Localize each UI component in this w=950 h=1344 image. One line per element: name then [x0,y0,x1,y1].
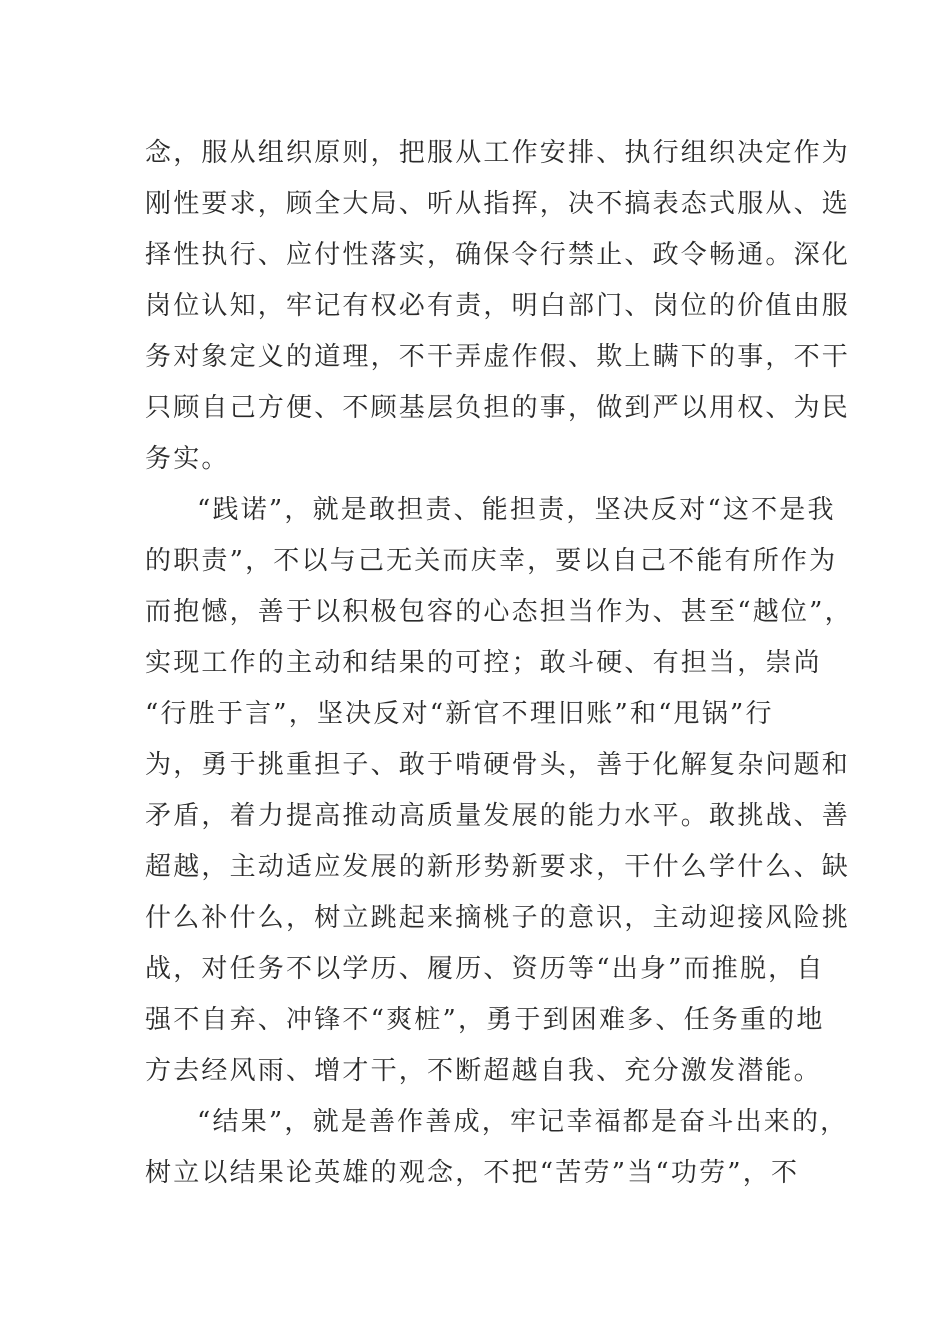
paragraph-2-line-6: 为，勇于挑重担子、敢于啃硬骨头，善于化解复杂问题和 [145,750,851,780]
paragraph-1-line-2: 刚性要求，顾全大局、听从指挥，决不搞表态式服从、选 [145,189,851,219]
paragraph-2-line-7: 矛盾，着力提高推动高质量发展的能力水平。敢挑战、善 [145,801,851,831]
paragraph-1-line-1: 念，服从组织原则，把服从工作安排、执行组织决定作为 [145,138,851,168]
paragraph-2-line-2: 的职责”，不以与己无关而庆幸，要以自己不能有所作为 [145,546,838,576]
paragraph-1-line-6: 只顾自己方便、不顾基层负担的事，做到严以用权、为民 [145,393,851,423]
paragraph-1-line-4: 岗位认知，牢记有权必有责，明白部门、岗位的价值由服 [145,291,851,321]
paragraph-3-line-2: 树立以结果论英雄的观念，不把“苦劳”当“功劳”，不 [145,1158,800,1188]
paragraph-1-line-5: 务对象定义的道理，不干弄虚作假、欺上瞒下的事，不干 [145,342,851,372]
paragraph-3-line-1: “结果”，就是善作善成，牢记幸福都是奋斗出来的， [197,1107,849,1137]
paragraph-2-line-8: 超越，主动适应发展的新形势新要求，干什么学什么、缺 [145,852,851,882]
paragraph-2-line-11: 强不自弃、冲锋不“爽桩”，勇于到困难多、任务重的地 [145,1005,825,1035]
paragraph-2-line-4: 实现工作的主动和结果的可控；敢斗硬、有担当，崇尚 [145,648,822,678]
paragraph-2-line-9: 什么补什么，树立跳起来摘桃子的意识，主动迎接风险挑 [145,903,851,933]
paragraph-2-line-1: “践诺”，就是敢担责、能担责，坚决反对“这不是我 [197,495,836,525]
paragraph-2-line-10: 战，对任务不以学历、履历、资历等“出身”而推脱，自 [145,954,825,984]
paragraph-2-line-3: 而抱憾，善于以积极包容的心态担当作为、甚至“越位”， [145,597,853,627]
paragraph-1-line-3: 择性执行、应付性落实，确保令行禁止、政令畅通。深化 [145,240,851,270]
paragraph-2-line-5: “行胜于言”，坚决反对“新官不理旧账”和“甩锅”行 [145,699,774,729]
paragraph-1-line-7: 务实。 [145,444,230,474]
paragraph-2-line-12: 方去经风雨、增才干，不断超越自我、充分激发潜能。 [145,1056,822,1086]
